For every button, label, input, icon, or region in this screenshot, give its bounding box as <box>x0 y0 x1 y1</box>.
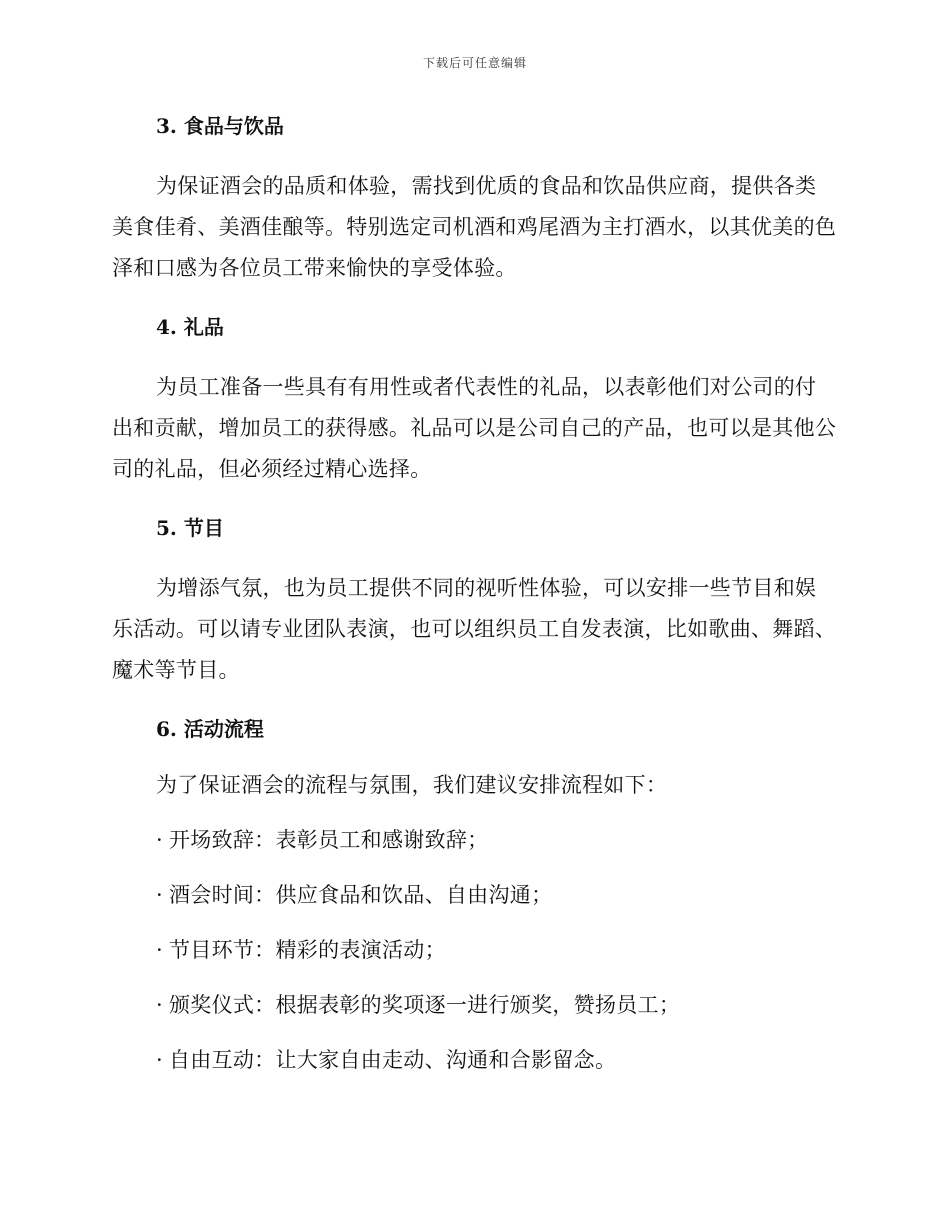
section-paragraph: 为员工准备一些具有有用性或者代表性的礼品，以表彰他们对公司的付出和贡献，增加员工的获得感。礼品可以是公司自己的产品，也可以是其他公司的礼品，但必须经过精心选择。 <box>112 375 837 481</box>
section-heading: 6. 活动流程 <box>156 717 264 741</box>
list-item-text: 自由互动：让大家自由走动、沟通和合影留念。 <box>168 1048 617 1072</box>
list-item <box>156 824 837 856</box>
list-item-text: 颁奖仪式：根据表彰的奖项逐一进行颁奖，赞扬员工； <box>168 993 681 1017</box>
section-programs <box>112 512 837 713</box>
list-item <box>156 989 837 1021</box>
list-item-text: 酒会时间：供应食品和饮品、自由沟通； <box>168 883 553 907</box>
list-item <box>156 934 837 966</box>
list-item <box>156 1044 837 1076</box>
section-food <box>112 110 837 311</box>
document-body <box>112 110 837 1076</box>
section-heading: 5. 节目 <box>156 516 224 540</box>
bullet-marker: · <box>156 993 163 1017</box>
bullet-marker: · <box>156 938 163 962</box>
bullet-marker: · <box>156 828 163 852</box>
header-note: 下载后可任意编辑 <box>422 56 527 70</box>
list-item-text: 节目环节：精彩的表演活动； <box>168 938 446 962</box>
bullet-marker: · <box>156 883 163 907</box>
section-paragraph: 为了保证酒会的流程与氛围，我们建议安排流程如下： <box>156 773 668 797</box>
section-heading: 3. 食品与饮品 <box>156 114 284 138</box>
section-paragraph: 为增添气氛，也为员工提供不同的视听性体验，可以安排一些节目和娱乐活动。可以请专业团队表演，也可以组织员工自发表演，比如歌曲、舞蹈、魔术等节目。 <box>112 576 837 682</box>
section-gifts <box>112 311 837 512</box>
section-heading: 4. 礼品 <box>156 315 224 339</box>
bullet-marker: · <box>156 1048 163 1072</box>
list-item-text: 开场致辞：表彰员工和感谢致辞； <box>168 828 489 852</box>
section-paragraph: 为保证酒会的品质和体验，需找到优质的食品和饮品供应商，提供各类美食佳肴、美酒佳酿等。特别选定司机酒和鸡尾酒为主打酒水，以其优美的色泽和口感为各位员工带来愉快的享受体验。 <box>112 174 837 280</box>
list-item <box>156 879 837 911</box>
section-flow <box>112 713 837 1076</box>
